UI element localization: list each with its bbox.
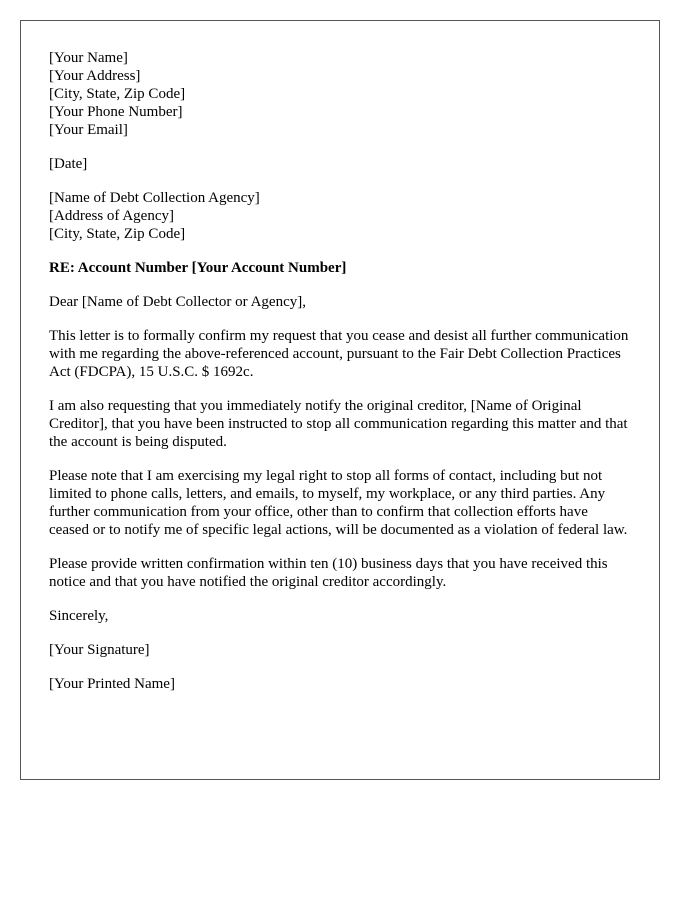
signature: [Your Signature] <box>49 642 150 658</box>
recipient-city: [City, State, Zip Code] <box>49 226 186 242</box>
closing: Sincerely, <box>49 608 109 624</box>
body-paragraph-3: Please note that I am exercising my legal right to stop all forms of contact, including but not limited to phone calls, letters, and emails, to myself, my workplace, or any third parties. Any further communication from your office, other than to confirm that collection efforts have ceased or to notify me of specific legal actions, will be documented as a violation of federal law. <box>49 468 628 538</box>
letter-page <box>20 20 660 780</box>
body-paragraph-2: I am also requesting that you immediately notify the original creditor, [Name of Original Creditor], that you have been instructed to stop all communication regarding this matter and that the account is being disputed. <box>49 398 628 450</box>
sender-city: [City, State, Zip Code] <box>49 86 186 102</box>
sender-name: [Your Name] <box>49 50 128 66</box>
subject-line: RE: Account Number [Your Account Number] <box>49 260 347 276</box>
sender-email: [Your Email] <box>49 122 128 138</box>
sender-address: [Your Address] <box>49 68 141 84</box>
recipient-name: [Name of Debt Collection Agency] <box>49 190 260 206</box>
body-paragraph-4: Please provide written confirmation within ten (10) business days that you have received this notice and that you have notified the original creditor accordingly. <box>49 556 608 590</box>
recipient-block <box>49 189 631 243</box>
sender-block <box>49 49 631 139</box>
body-paragraph-1: This letter is to formally confirm my request that you cease and desist all further communication with me regarding the above-referenced account, pursuant to the Fair Debt Collection Practices Act (FDCPA), 15 U.S.C. $ 1692c. <box>49 328 629 380</box>
sender-phone: [Your Phone Number] <box>49 104 183 120</box>
salutation: Dear [Name of Debt Collector or Agency], <box>49 294 306 310</box>
date: [Date] <box>49 156 88 172</box>
printed-name: [Your Printed Name] <box>49 676 175 692</box>
recipient-address: [Address of Agency] <box>49 208 174 224</box>
